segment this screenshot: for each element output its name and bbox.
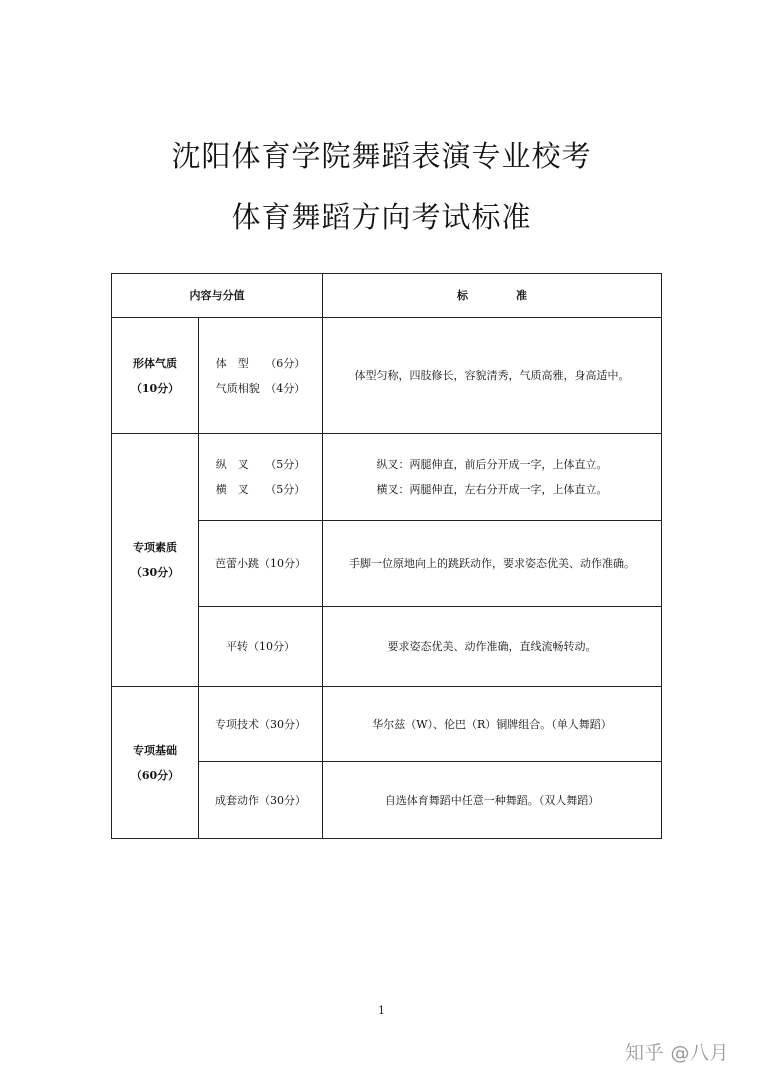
category-name: 专项基础 — [133, 743, 177, 757]
exam-standards-table — [111, 273, 662, 839]
sub-item-cell — [199, 762, 323, 839]
document-title-line2: 体育舞蹈方向考试标准 — [231, 200, 532, 234]
category-cell — [112, 318, 199, 434]
sub-item-cell — [199, 521, 323, 607]
sub-item-label: 专项技术（30分） — [215, 717, 306, 731]
watermark: 知乎 @八月 — [625, 1042, 730, 1064]
criteria-text: 自选体育舞蹈中任意一种舞蹈。（双人舞蹈） — [384, 793, 600, 807]
category-score: （30分） — [130, 566, 180, 579]
category-score: （60分） — [130, 768, 180, 782]
criteria-text: 纵叉：两腿伸直，前后分开成一字，上体直立。 — [376, 458, 608, 471]
criteria-text: 体型匀称，四肢修长，容貌清秀，气质高雅，身高适中。 — [354, 369, 630, 382]
category-name: 专项素质 — [133, 541, 177, 554]
sub-item-cell — [199, 687, 323, 762]
category-name: 形体气质 — [133, 356, 177, 370]
category-cell — [112, 687, 199, 839]
table-row — [112, 687, 662, 762]
criteria-cell — [323, 687, 662, 762]
header-standard-char1: 标 — [457, 289, 468, 302]
table-header-row — [112, 274, 662, 318]
sub-item-cell — [199, 318, 323, 434]
sub-item-label: 芭蕾小跳（10分） — [215, 557, 306, 570]
header-standard-char2: 准 — [516, 289, 527, 302]
sub-item-label: 气质相貌 （4分） — [215, 381, 306, 395]
criteria-cell — [323, 434, 662, 521]
criteria-cell — [323, 762, 662, 839]
sub-item-label: 成套动作（30分） — [215, 793, 306, 807]
sub-item-label: 平转（10分） — [226, 640, 295, 653]
sub-item-label: 体 型 （6分） — [215, 356, 306, 370]
sub-item-label: 横 叉 （5分） — [215, 483, 306, 496]
criteria-cell — [323, 521, 662, 607]
sub-item-cell — [199, 607, 323, 687]
table-row — [112, 434, 662, 521]
criteria-text: 华尔兹（W）、伦巴（R）铜牌组合。（单人舞蹈） — [372, 717, 612, 731]
category-score: （10分） — [130, 381, 180, 395]
header-standard — [323, 274, 662, 318]
table-row — [112, 318, 662, 434]
category-cell — [112, 434, 199, 687]
criteria-text: 手脚一位原地向上的跳跃动作，要求姿态优美、动作准确。 — [349, 557, 635, 570]
criteria-cell — [323, 318, 662, 434]
sub-item-label: 纵 叉 （5分） — [215, 458, 306, 471]
sub-item-cell — [199, 434, 323, 521]
criteria-text: 横叉：两腿伸直，左右分开成一字，上体直立。 — [376, 483, 608, 496]
document-title-line1: 沈阳体育学院舞蹈表演专业校考 — [171, 139, 592, 173]
page-number: 1 — [378, 1004, 385, 1017]
criteria-text: 要求姿态优美、动作准确，直线流畅转动。 — [387, 640, 597, 653]
header-content-score: 内容与分值 — [112, 274, 323, 318]
criteria-cell — [323, 607, 662, 687]
